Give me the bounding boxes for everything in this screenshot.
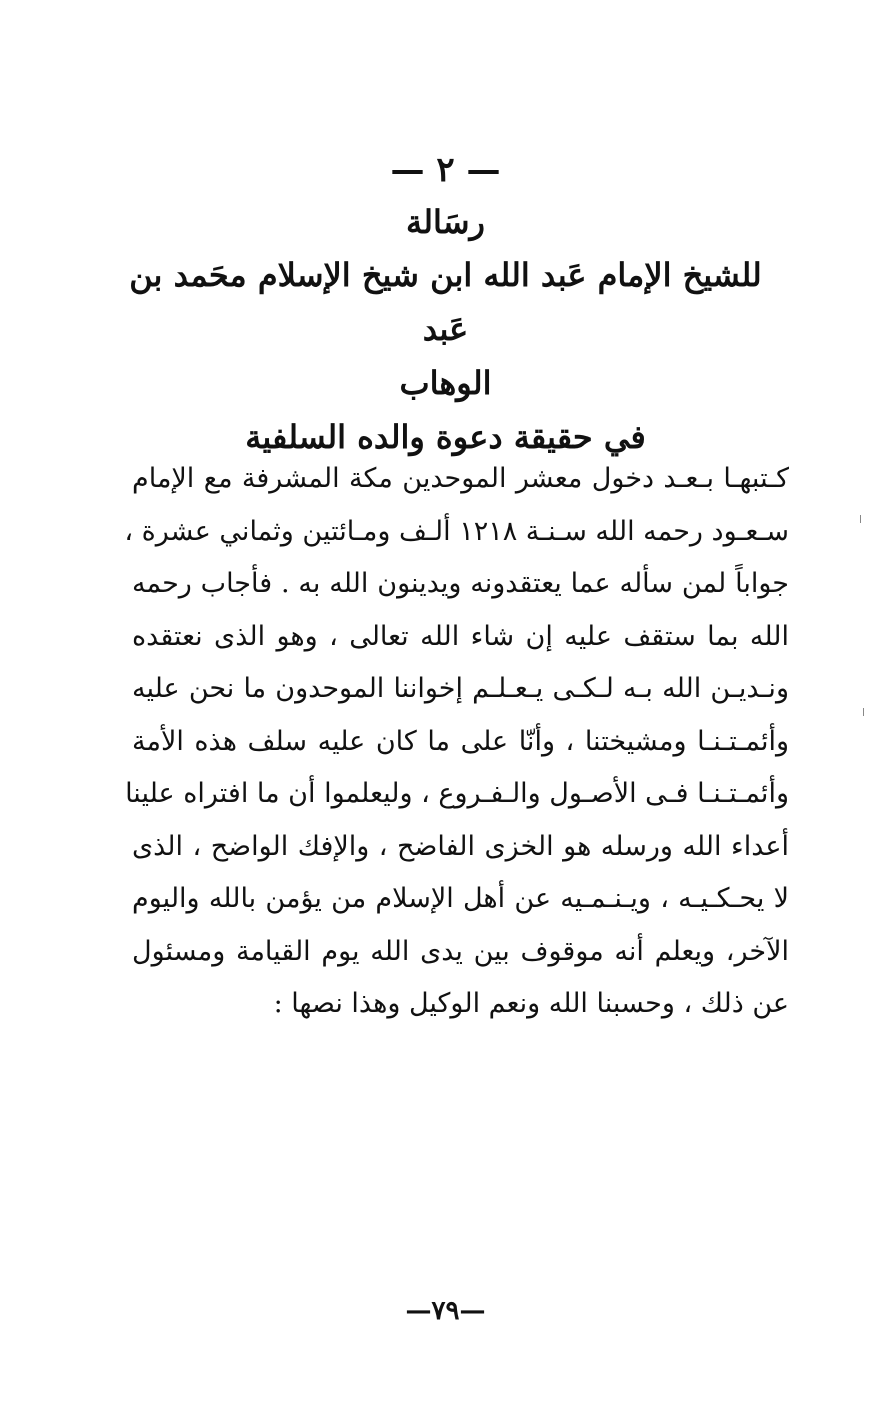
- body-line: عن ذلك ، وحسبنا الله ونعم الوكيل وهذا نصها :: [273, 988, 789, 1019]
- body-line: الآخر، ويعلم أنه موقوف بين يدى الله يوم القيامة ومسئول: [132, 935, 789, 967]
- body-line: كـتبهـا بـعـد دخول معشر الموحدين مكة المشرفة مع الإمام: [132, 463, 789, 494]
- heading-label: رسَالة: [406, 203, 485, 241]
- body-line: أعداء الله ورسله هو الخزى الفاضح ، والإفك الواضح ، الذى: [132, 830, 789, 862]
- body-line: جواباً لمن سأله عما يعتقدونه ويدينون الله به . فأجاب رحمه: [132, 568, 789, 599]
- chapter-heading: [120, 196, 771, 464]
- body-line: ونـديـن الله بـه لـكـى يـعـلـم إخواننا الموحدون ما نحن عليه: [132, 673, 789, 704]
- heading-line-1: للشيخ الإمام عَبد الله ابن شيخ الإسلام محَمد بن عَبد: [129, 256, 762, 348]
- scan-mark: [860, 515, 861, 523]
- body-paragraph: [124, 453, 789, 1031]
- body-line: سـعـود رحمه الله سـنـة ١٢١٨ ألـف ومـائتين وثماني عشرة ،: [124, 515, 789, 547]
- heading-line-3: في حقيقة دعوة والده السلفية: [245, 418, 646, 456]
- body-line: وأئمـتـنـا فـى الأصـول والـفـروع ، وليعلموا أن ما افتراه علينا: [125, 778, 789, 809]
- body-line: وأئمـتـنـا ومشيختنا ، وأنّا على ما كان عليه سلف هذه الأمة: [132, 725, 789, 757]
- scan-mark: [863, 708, 864, 716]
- body-line: لا يحـكـيـه ، ويـنـمـيه عن أهل الإسلام من يؤمن بالله واليوم: [132, 883, 789, 914]
- heading-line-2: الوهاب: [399, 364, 492, 402]
- page-number: —٧٩—: [405, 1296, 486, 1326]
- section-number: — ٢ —: [390, 150, 501, 190]
- body-line: الله بما ستقف عليه إن شاء الله تعالى ، وهو الذى نعتقده: [132, 620, 789, 652]
